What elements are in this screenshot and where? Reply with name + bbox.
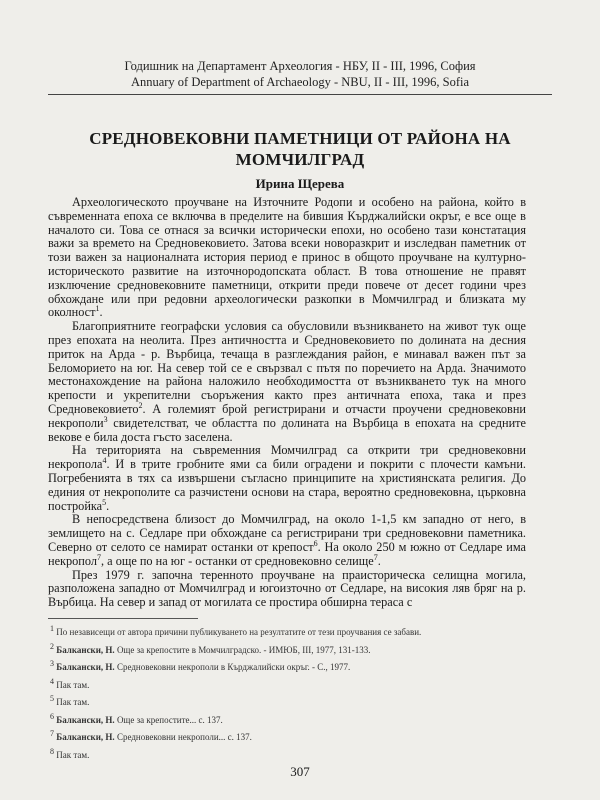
footnote-divider: [48, 618, 198, 619]
footnote: $^7$ Балкански, Н. Средновековни некрополи... с. 137.: [50, 729, 252, 742]
footnote: $^1$ По независещи от автора причини публикуването на резултатите от тези проучвания се забави.: [50, 624, 422, 637]
footnote-ref: 5: [102, 497, 107, 507]
footnote: $^3$ Балкански, Н. Средновековни некрополи в Кърджалийски окръг. - С., 1977.: [50, 659, 351, 672]
footnote: $^2$ Балкански, Н. Още за крепостите в Момчилградско. - ИМЮБ, III, 1977, 131-133.: [50, 641, 371, 655]
article-author: Ирина Щерева: [255, 176, 345, 191]
footnote-ref: 2: [138, 400, 143, 410]
article-body: [48, 196, 526, 610]
paragraph: През 1979 г. започна теренното проучване на праисторическа селищна могила, разположена западно от Момчилград и югоизточно от Седларе, на високия ляв бряг на р. Върбица. На север и запад от могилата се простира обширна тераса с: [48, 567, 526, 610]
footnote: $^8$ Пак там.: [50, 746, 90, 760]
article-title: СРЕДНОВЕКОВНИ ПАМЕТНИЦИ ОТ РАЙОНА НА МОМЧИЛГРАД: [89, 129, 511, 169]
footnote-ref: 3: [103, 414, 108, 424]
footnote-ref: 7: [373, 552, 378, 562]
header-divider: [48, 94, 552, 95]
footnote-ref: 7: [97, 552, 102, 562]
footnote-ref: 4: [102, 456, 107, 466]
paragraph: На територията на съвременния Момчилград са открити три средновековни некропола$^4$. И в трите гробните ями са били оградени и покрити с плочести камъни. Погребенията в тях са извършени съгласно принципите на християнската религия. До единия от некрополите са разчистени основи на стара, вероятно средновековна, църковна постройка$^5$.: [48, 443, 526, 513]
journal-header: [60, 58, 540, 90]
footnote-ref: 1: [95, 304, 100, 314]
page-number: 307: [290, 764, 310, 779]
paragraph: Благоприятните географски условия са обусловили възникването на живот тук още през епохата на неолита. През античността и Средновековието по долината на десния приток на Арда - р. Върбица, течаща в разглеждания район, е минавал важен път за Беломорието на юг. На север той се е свързвал с пътя по поречието на Арда. Значимото местонахождение на района наложило необходимостта от възникването тук на много крепости и укрепителни съоръжения както през античната епоха, така и през Средновековието$^2$. А големият брой регистрирани и отчасти проучени средновековни некрополи$^3$ свидетелстват, че областта по долината на Върбица в епохата на средните векове е била доста гъсто заселена.: [48, 319, 526, 444]
footnote: $^5$ Пак там.: [50, 694, 90, 707]
footnotes: [50, 624, 530, 764]
footnote: $^4$ Пак там.: [50, 676, 90, 690]
footnote-ref: 6: [313, 538, 318, 548]
footnote: $^6$ Балкански, Н. Още за крепостите... с. 137.: [50, 711, 223, 725]
paragraph: Археологическото проучване на Източните Родопи и особено на района, който в съвременната епоха се включва в пределите на бившия Кърджалийски окръг, е все още в началото си. Това се отнася за всички исторически епохи, но особено тази констатация важи за времето на Средновековието. Затова всеки новоразкрит и изследван паметник от този важен за националната история период е принос в общото проучване на културно-историческото развитие на източнородопската област. В това отношение не правят изключение средновековните паметници, открити преди повече от десет години чрез обхождане или при редовни археологически разкопки в Момчилград и близката му околност$^1$.: [48, 195, 526, 320]
paragraph: В непосредствена близост до Момчилград, на около 1-1,5 км западно от него, в землището на с. Седларе при обхождане са регистрирани три средновековни паметника. Северно от селото се намират останки от крепост$^6$. На около 250 м южно от Седларе има некропол$^7$, а още по на юг - останки от средновековно селище$^7$.: [48, 512, 527, 568]
header-line-english: Annuary of Department of Archaeology - NBU, II - III, 1996, Sofia: [130, 75, 470, 89]
header-line-bulgarian: Годишник на Департамент Археология - НБУ, II - III, 1996, София: [124, 59, 476, 73]
